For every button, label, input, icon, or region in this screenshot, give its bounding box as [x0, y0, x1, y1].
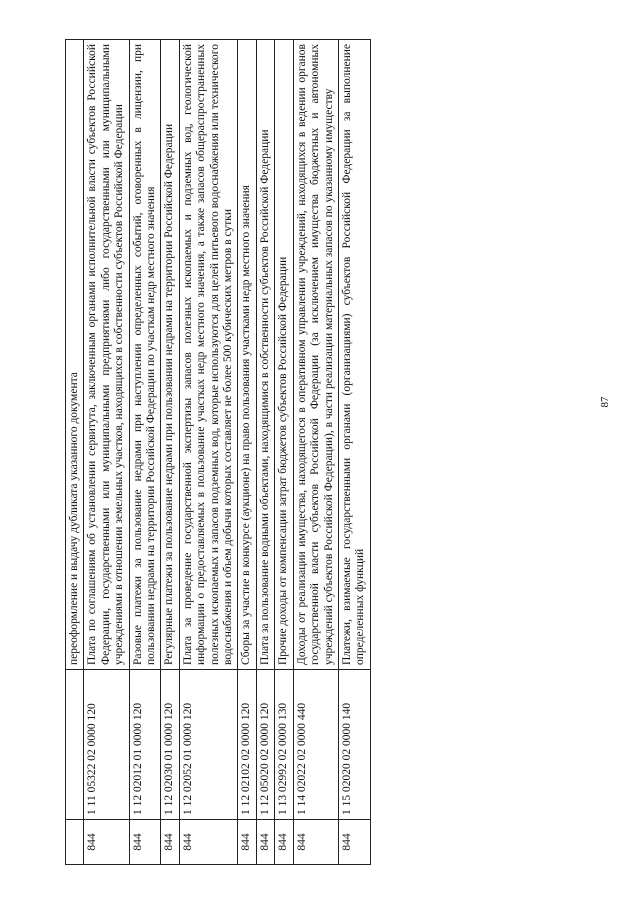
table-row — [275, 40, 293, 865]
budget-code-cell: 1 13 02992 02 0000 130 — [275, 670, 293, 820]
budget-code-cell — [66, 670, 84, 820]
table-row — [66, 40, 84, 865]
table-row — [84, 40, 129, 865]
budget-code-cell: 1 12 02102 02 0000 120 — [238, 670, 256, 820]
table-body — [66, 40, 371, 865]
description-cell: Плата за проведение государственной экспертизы запасов полезных ископаемых и подземных вод, геологической информации о предоставляемых в пользование участках недр местного значения, а также запасов общераспространенных полезных ископаемых и запасов подземных вод, которые используются для целей питьевого водоснабжения или технического водоснабжения и объем добычи которых составляет не более 500 кубических метров в сутки — [179, 40, 238, 670]
admin-code-cell: 844 — [161, 820, 179, 865]
table-row — [293, 40, 338, 865]
admin-code-cell: 844 — [129, 820, 161, 865]
admin-code-cell: 844 — [84, 820, 129, 865]
table-row — [161, 40, 179, 865]
budget-code-cell: 1 15 02020 02 0000 140 — [338, 670, 370, 820]
description-cell: Прочие доходы от компенсации затрат бюджетов субъектов Российской Федерации — [275, 40, 293, 670]
table-row — [338, 40, 370, 865]
admin-code-cell: 844 — [256, 820, 274, 865]
budget-code-cell: 1 12 02052 01 0000 120 — [179, 670, 238, 820]
document-page — [65, 40, 575, 865]
description-cell: Плата по соглашениям об установлении сервитута, заключенным органами исполнительной власти субъектов Российской Федерации, государственными или муниципальными предприятиями либо государственными или муниципальными учреждениями в отношении земельных участков, находящихся в собственности субъектов Российской Федерации — [84, 40, 129, 670]
description-cell: Разовые платежи за пользование недрами при наступлении определенных событий, оговоренных в лицензии, при пользовании недрами на территории Российской Федерации по участкам недр местного значения — [129, 40, 161, 670]
admin-code-cell: 844 — [179, 820, 238, 865]
table-row — [238, 40, 256, 865]
budget-code-cell: 1 12 02012 01 0000 120 — [129, 670, 161, 820]
table-row — [256, 40, 274, 865]
budget-code-cell: 1 12 02030 01 0000 120 — [161, 670, 179, 820]
revenue-codes-table — [65, 39, 371, 865]
budget-code-cell: 1 14 02022 02 0000 440 — [293, 670, 338, 820]
admin-code-cell: 844 — [238, 820, 256, 865]
table-row — [129, 40, 161, 865]
page-number: 87 — [599, 396, 611, 408]
budget-code-cell: 1 12 05020 02 0000 120 — [256, 670, 274, 820]
description-cell: Доходы от реализации имущества, находящегося в оперативном управлении учреждений, находящихся в ведении органов государственной власти субъектов Российской Федерации (за исключением имущества бюджетных и автономных учреждений субъектов Российской Федерации), в части реализации материальных запасов по указанному имуществу — [293, 40, 338, 670]
admin-code-cell: 844 — [275, 820, 293, 865]
description-cell: Сборы за участие в конкурсе (аукционе) на право пользования участками недр местного значения — [238, 40, 256, 670]
budget-code-cell: 1 11 05322 02 0000 120 — [84, 670, 129, 820]
description-cell: переоформление и выдачу дубликата указанного документа — [66, 40, 84, 670]
description-cell: Регулярные платежи за пользование недрами при пользовании недрами на территории Российской Федерации — [161, 40, 179, 670]
admin-code-cell: 844 — [293, 820, 338, 865]
admin-code-cell: 844 — [338, 820, 370, 865]
description-cell: Платежи, взимаемые государственными органами (организациями) субъектов Российской Федерации за выполнение определенных функций — [338, 40, 370, 670]
description-cell: Плата за пользование водными объектами, находящимися в собственности субъектов Российской Федерации — [256, 40, 274, 670]
admin-code-cell — [66, 820, 84, 865]
table-row — [179, 40, 238, 865]
